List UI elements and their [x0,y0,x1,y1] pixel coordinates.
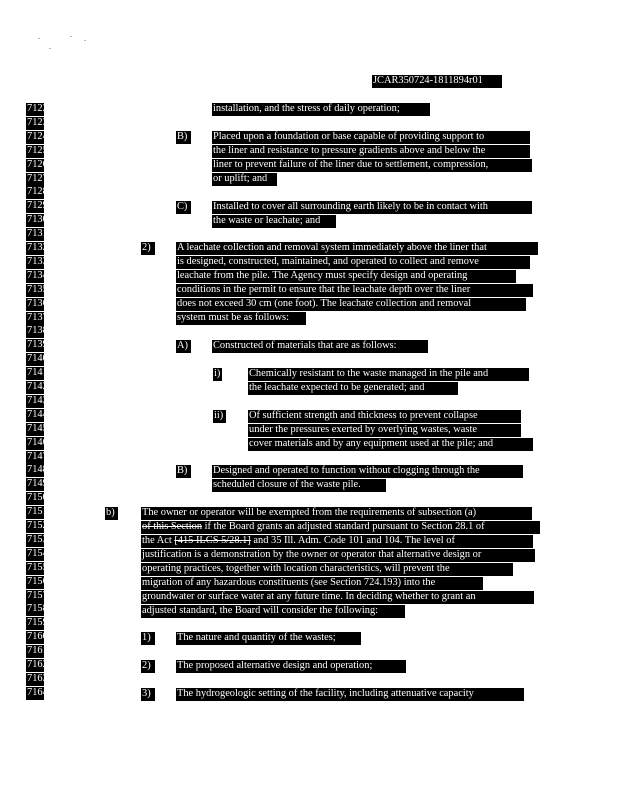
text-line: Constructed of materials that are as follows: [212,340,428,353]
text-line: leachate from the pile. The Agency must specify design and operating [176,270,516,283]
line-number: 7145 [27,422,48,434]
item-marker: B) [176,465,191,478]
text-span: the Act [142,535,175,546]
line-number: 7160 [27,631,48,643]
text-line: A leachate collection and removal system immediately above the liner that [176,242,538,255]
text-line: groundwater or surface water at any future time. In deciding whether to grant an [141,591,534,604]
line-number: 7152 [27,520,48,531]
item-marker: B) [176,131,191,144]
text-line: liner to prevent failure of the liner due to settlement, compression, [212,159,532,172]
text-line: cover materials and by any equipment used at the pile; and [248,438,533,451]
text-line: system must be as follows: [176,312,306,325]
text-line: conditions in the permit to ensure that the leachate depth over the liner [176,284,533,297]
text-line: scheduled closure of the waste pile. [212,479,386,492]
line-number: 7154 [27,547,48,559]
line-number: 7162 [27,659,48,670]
scan-speck [49,48,51,49]
text-line: is designed, constructed, maintained, and operated to collect and remove [176,256,530,269]
item-marker: 2) [141,242,155,255]
line-number: 7138 [27,325,48,337]
deleted-text: [415 ILCS 5/28.1] [174,535,251,546]
line-number: 7161 [27,645,48,657]
text-span: and 35 Ill. Adm. Code 101 and 104. The level of [250,535,455,546]
line-number: 7147 [27,450,48,462]
text-line: Installed to cover all surrounding earth likely to be in contact with [212,201,532,214]
item-marker: 3) [141,688,155,701]
item-marker: i) [214,368,221,379]
line-number: 7157 [27,589,48,601]
line-number: 7163 [27,672,48,684]
text-line: under the pressures exerted by overlying wastes, waste [248,424,521,437]
item-marker: b) [105,507,118,520]
line-number: 7128 [27,186,48,198]
text-line: the liner and resistance to pressure gradients above and below the [212,145,530,158]
item-marker: C) [176,201,191,214]
text-line: The proposed alternative design and operation; [176,660,406,673]
item-marker: 1) [141,632,155,645]
text-span: if the Board grants an adjusted standard pursuant to Section 28.1 of [202,521,485,532]
line-number: 7141 [27,367,48,379]
text-line: operating practices, together with location characteristics, will prevent the [141,563,513,576]
text-line [141,535,533,548]
line-number: 7133 [27,255,48,267]
text-line: does not exceed 30 cm (one foot). The leachate collection and removal [176,298,526,311]
text-line: The hydrogeologic setting of the facility, including attenuative capacity [176,688,524,701]
line-number: 7129 [27,200,48,212]
text-line: the waste or leachate; and [212,215,336,228]
text-line [141,521,540,534]
text-line: The nature and quantity of the wastes; [176,632,361,645]
line-number: 7135 [27,283,48,295]
line-number: 7124 [27,130,48,142]
line-number: 7144 [27,408,48,420]
text-line: the leachate expected to be generated; and [248,382,458,395]
line-number: 7127 [27,172,48,184]
line-number: 7139 [27,339,48,351]
item-marker: A) [176,340,191,353]
line-number: 7146 [27,436,48,448]
line-number: 7123 [27,116,48,128]
scan-speck [38,38,40,39]
line-number: 7158 [27,603,48,615]
line-number: 7126 [27,158,48,170]
line-number: 7155 [27,561,48,573]
line-number: 7148 [27,464,48,476]
item-marker: ii) [213,410,226,423]
text-line: adjusted standard, the Board will consider the following: [141,605,405,618]
line-number: 7153 [27,533,48,545]
line-number: 7149 [27,478,48,490]
line-number: 7134 [27,269,48,281]
text-line: migration of any hazardous constituents (see Section 724.193) into the [141,577,483,590]
text-line: Placed upon a foundation or base capable of providing support to [212,131,530,144]
line-number: 7131 [27,228,48,240]
line-number: 7130 [27,214,48,226]
document-header-code: JCAR350724-1811894r01 [372,75,502,88]
line-number: 7142 [27,381,48,392]
line-number: 7159 [27,617,48,629]
line-number: 7151 [27,506,48,518]
text-line: The owner or operator will be exempted from the requirements of subsection (a) [141,507,532,520]
text-line: Chemically resistant to the waste managed in the pile and [248,368,529,381]
line-number: 7136 [27,297,48,309]
line-number: 7140 [27,353,48,365]
text-line: installation, and the stress of daily operation; [212,103,430,116]
text-line: or uplift; and [212,173,277,186]
line-number: 7122 [27,103,48,114]
text-line: Designed and operated to function without clogging through the [212,465,523,478]
line-number: 7150 [27,492,48,504]
scan-speck [70,36,72,37]
deleted-text: of this Section [142,521,203,532]
scan-speck [84,40,86,41]
line-number: 7143 [27,394,48,406]
text-line: justification is a demonstration by the owner or operator that alternative design or [141,549,535,562]
line-number: 7164 [27,686,48,698]
line-number: 7132 [27,242,48,253]
text-line: Of sufficient strength and thickness to prevent collapse [248,410,521,423]
line-number: 7156 [27,575,48,587]
line-number: 7125 [27,144,48,156]
line-number: 7137 [27,311,48,323]
item-marker: 2) [141,660,155,673]
